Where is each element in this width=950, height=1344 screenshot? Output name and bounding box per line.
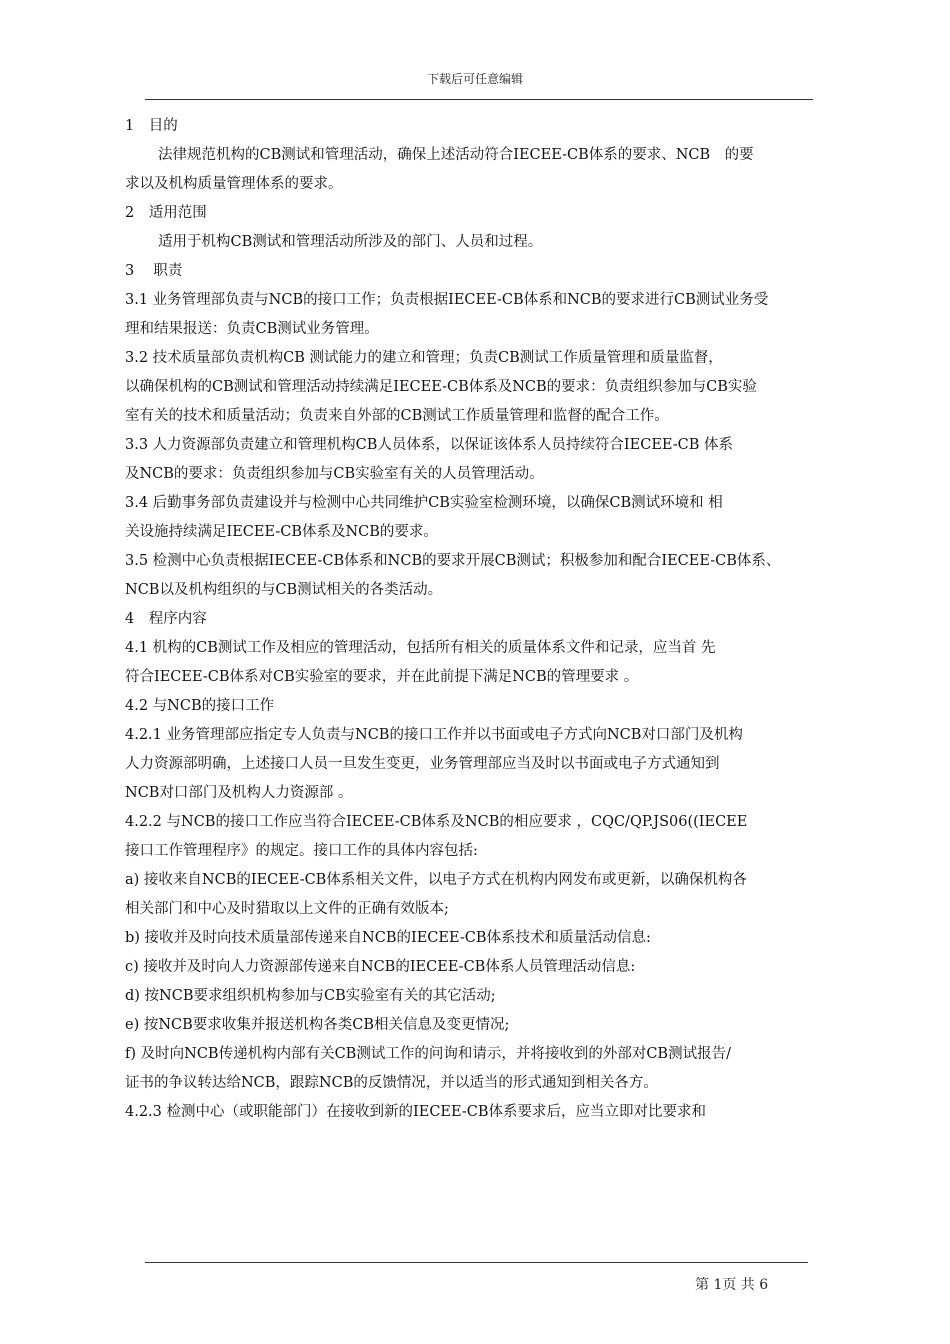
list-item: 相关部门和中心及时猎取以上文件的正确有效版本; — [125, 901, 449, 917]
subsection-heading: 4.2 与NCB的接口工作 — [125, 698, 275, 714]
page-number: 第 1页 共 6 — [695, 1277, 769, 1293]
paragraph-line: 理和结果报送：负责CB测试业务管理。 — [125, 321, 379, 337]
paragraph-line: 4.2.2 与NCB的接口工作应当符合IECEE-CB体系及NCB的相应要求 ，CQC/QP.JS06((IECEE — [125, 814, 748, 830]
paragraph-line: 3.5 检测中心负责根据IECEE-CB体系和NCB的要求开展CB测试；积极参加和配合IECEE-CB体系、 — [125, 553, 781, 569]
paragraph-line: 4.2.1 业务管理部应指定专人负责与NCB的接口工作并以书面或电子方式向NCB对口部门及机构 — [125, 727, 743, 743]
paragraph-line: 接口工作管理程序》的规定。接口工作的具体内容包括: — [125, 843, 478, 859]
paragraph-line: NCB对口部门及机构人力资源部 。 — [125, 785, 353, 801]
header-divider — [145, 99, 813, 100]
section-heading: 3 职责 — [125, 263, 183, 279]
document-body — [125, 112, 815, 1127]
footer-divider — [145, 1262, 808, 1263]
page-header: 下载后可任意编辑 — [426, 72, 523, 86]
paragraph-line: 4.1 机构的CB测试工作及相应的管理活动，包括所有相关的质量体系文件和记录，应当首 先 — [125, 640, 716, 656]
paragraph-line: 4.2.3 检测中心（或职能部门）在接收到新的IECEE-CB体系要求后，应当立即对比要求和 — [125, 1104, 706, 1120]
list-item: d) 按NCB要求组织机构参加与CB实验室有关的其它活动; — [125, 988, 496, 1004]
list-item: c) 接收并及时向人力资源部传递来自NCB的IECEE-CB体系人员管理活动信息: — [125, 959, 636, 975]
section-heading: 4 程序内容 — [125, 611, 207, 627]
list-item: 证书的争议转达给NCB，跟踪NCB的反馈情况，并以适当的形式通知到相关各方。 — [125, 1075, 658, 1091]
paragraph-line: 以确保机构的CB测试和管理活动持续满足IECEE-CB体系及NCB的要求：负责组织参加与CB实验 — [125, 379, 757, 395]
paragraph-line: 关设施持续满足IECEE-CB体系及NCB的要求。 — [125, 524, 438, 540]
list-item: e) 按NCB要求收集并报送机构各类CB相关信息及变更情况; — [125, 1017, 510, 1033]
paragraph-line: 及NCB的要求：负责组织参加与CB实验室有关的人员管理活动。 — [125, 466, 544, 482]
paragraph-line: 求以及机构质量管理体系的要求。 — [125, 176, 343, 192]
paragraph-line: 3.3 人力资源部负责建立和管理机构CB人员体系，以保证该体系人员持续符合IECEE-CB 体系 — [125, 437, 734, 453]
section-heading: 1 目的 — [125, 118, 178, 134]
list-item: f) 及时向NCB传递机构内部有关CB测试工作的问询和请示，并将接收到的外部对CB测试报告/ — [125, 1046, 731, 1062]
paragraph-line: 法律规范机构的CB测试和管理活动，确保上述活动符合IECEE-CB体系的要求、NCB 的要 — [158, 147, 754, 163]
paragraph-line: 人力资源部明确，上述接口人员一旦发生变更，业务管理部应当及时以书面或电子方式通知到 — [125, 756, 720, 772]
section-heading: 2 适用范围 — [125, 205, 207, 221]
paragraph-line: 3.2 技术质量部负责机构CB 测试能力的建立和管理；负责CB测试工作质量管理和质量监督， — [125, 350, 723, 366]
list-item: a) 接收来自NCB的IECEE-CB体系相关文件，以电子方式在机构内网发布或更新，以确保机构各 — [125, 872, 747, 888]
list-item: b) 接收并及时向技术质量部传递来自NCB的IECEE-CB体系技术和质量活动信息: — [125, 930, 651, 946]
paragraph-line: 适用于机构CB测试和管理活动所涉及的部门、人员和过程。 — [158, 234, 543, 250]
paragraph-line: 3.1 业务管理部负责与NCB的接口工作；负责根据IECEE-CB体系和NCB的要求进行CB测试业务受 — [125, 292, 769, 308]
paragraph-line: 符合IECEE-CB体系对CB实验室的要求，并在此前提下满足NCB的管理要求 。 — [125, 669, 639, 685]
paragraph-line: NCB以及机构组织的与CB测试相关的各类活动。 — [125, 582, 443, 598]
paragraph-line: 3.4 后勤事务部负责建设并与检测中心共同维护CB实验室检测环境，以确保CB测试环境和 相 — [125, 495, 723, 511]
paragraph-line: 室有关的技术和质量活动；负责来自外部的CB测试工作质量管理和监督的配合工作。 — [125, 408, 669, 424]
